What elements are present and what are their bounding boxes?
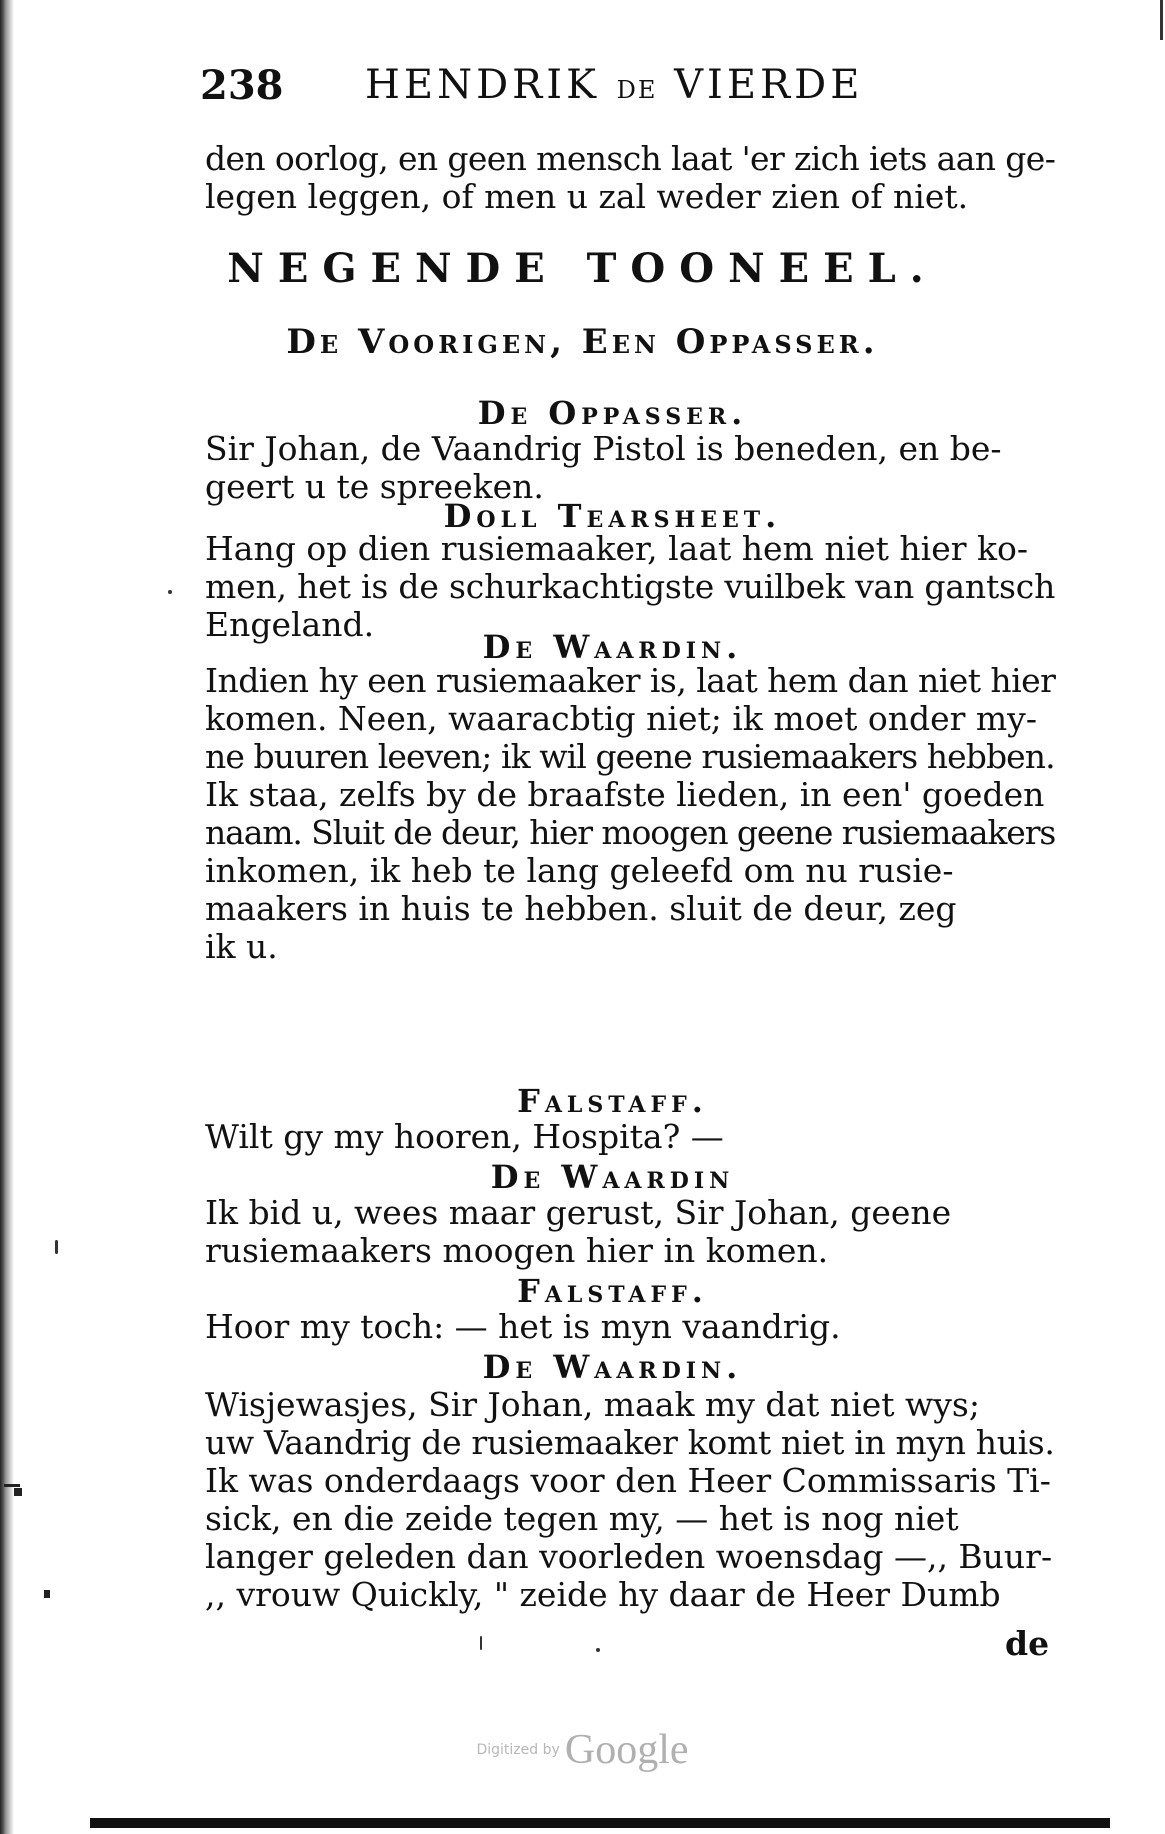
speaker-name: De Waardin (490, 1158, 735, 1196)
text-line: ik u. (205, 927, 278, 966)
edge-mark (4, 1484, 20, 1487)
text-line: Hoor my toch: — het is myn vaandrig. (205, 1307, 841, 1346)
text-line: Engeland. (205, 605, 375, 644)
scan-bottom-edge (90, 1818, 1110, 1828)
ink-speck (596, 1648, 600, 1652)
edge-mark (44, 1590, 50, 1598)
running-header (200, 62, 930, 122)
text-line: komen. Neen, waaracbtig niet; ik moet onder my- (205, 699, 1037, 738)
text-line: langer geleden dan voorleden woensdag —,, Buur- (205, 1537, 1053, 1576)
text-line: legen leggen, of men u zal weder zien of niet. (205, 177, 969, 216)
running-title (365, 62, 863, 108)
text-line: men, het is de schurkachtigste vuilbek van gantsch (205, 567, 1056, 606)
speech (205, 662, 1055, 966)
text-line: Hang op dien rusiemaaker, laat hem niet hier ko- (205, 529, 1029, 568)
ink-speck (168, 590, 172, 594)
text-line: Sir Johan, de Vaandrig Pistol is beneden, en be- (205, 429, 1002, 468)
speaker-name: De Oppasser. (477, 394, 748, 432)
catchword: de (1005, 1624, 1050, 1663)
text-line: Wilt gy my hooren, Hospita? — (205, 1117, 724, 1156)
digitized-label: Digitized by (476, 1742, 560, 1758)
text-line: Ik was onderdaags voor den Heer Commissaris Ti- (205, 1461, 1051, 1500)
running-title-part: DE (616, 76, 658, 104)
text-line: den oorlog, en geen mensch laat 'er zich iets aan ge- (205, 139, 1056, 178)
text-line: Ik bid u, wees maar gerust, Sir Johan, geene (205, 1193, 952, 1232)
running-title-part: VIERDE (674, 62, 864, 108)
text-line: ne buuren leeven; ik wil geene rusiemaakers hebben. (205, 737, 1055, 776)
text-line: sick, en die zeide tegen my, — het is nog niet (205, 1499, 959, 1538)
text-line: ,, vrouw Quickly, " zeide hy daar de Heer Dumb (205, 1575, 1001, 1614)
speech (205, 530, 1055, 644)
text-line: Wisjewasjes, Sir Johan, maak my dat niet wys; (205, 1385, 980, 1424)
speech (205, 1308, 1055, 1346)
text-line: Indien hy een rusiemaaker is, laat hem dan niet hier (205, 661, 1056, 700)
digitized-watermark (0, 1726, 1165, 1774)
speech (205, 1118, 1055, 1156)
text-line: rusiemaakers moogen hier in komen. (205, 1231, 829, 1270)
text-line: Ik staa, zelfs by de braafste lieden, in een' goeden (205, 775, 1045, 814)
page-number: 238 (200, 62, 284, 109)
text-line: inkomen, ik heb te lang geleefd om nu rusie- (205, 851, 954, 890)
edge-mark (14, 1488, 22, 1496)
speech (205, 1194, 1055, 1270)
running-title-part: HENDRIK (365, 62, 600, 108)
ink-speck (55, 1240, 58, 1254)
ink-speck (480, 1636, 482, 1650)
speech (205, 430, 1055, 506)
text-line: uw Vaandrig de rusiemaaker komt niet in myn huis. (205, 1423, 1055, 1462)
text-line: geert u te spreeken. (205, 467, 544, 506)
speaker-name: Falstaff. (517, 1272, 708, 1310)
opening-text (205, 140, 1055, 216)
right-edge (1160, 0, 1163, 40)
text-line: maakers in huis te hebben. sluit de deur, zeg (205, 889, 957, 928)
scene-title: NEGENDE TOONEEL. (227, 245, 938, 292)
google-logo: Google (564, 1727, 689, 1773)
speaker-name: De Waardin. (482, 628, 743, 666)
text-line: naam. Sluit de deur, hier moogen geene rusiemaakers (205, 813, 1056, 852)
cast-list: De Voorigen, Een Oppasser. (286, 322, 879, 362)
speaker-name: De Waardin. (482, 1348, 743, 1386)
speech (205, 1386, 1055, 1614)
speaker-name: Doll Tearsheet. (443, 497, 782, 535)
speaker-name: Falstaff. (517, 1082, 708, 1120)
